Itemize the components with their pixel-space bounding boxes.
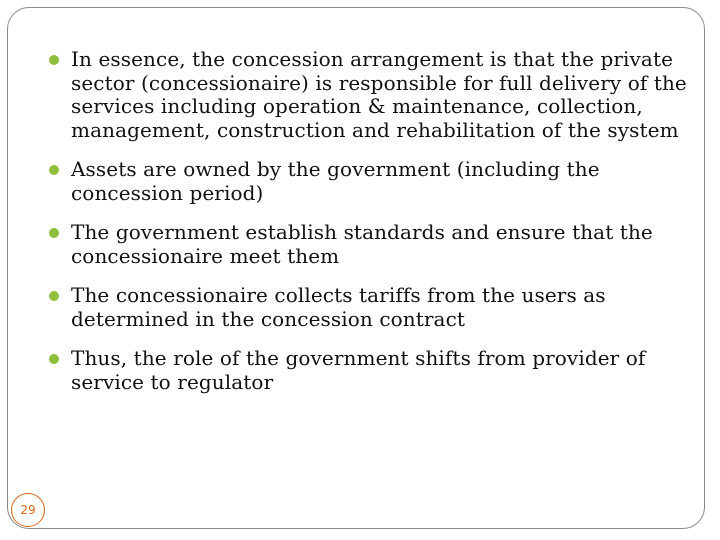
bullet-text: In essence, the concession arrangement is that the private sector (concessionaire) is responsible for full delivery of the services including operation & maintenance, collection, management, construction and rehabilitation of the system <box>71 47 687 142</box>
bullet-item <box>49 158 689 205</box>
bullet-item <box>49 347 689 394</box>
round-bullet-icon <box>49 291 59 301</box>
page-number: 29 <box>11 493 45 527</box>
bullet-text: Thus, the role of the government shifts from provider of service to regulator <box>71 346 646 394</box>
bullet-item <box>49 284 689 331</box>
round-bullet-icon <box>49 165 59 175</box>
round-bullet-icon <box>49 55 59 65</box>
bullet-list <box>49 48 689 410</box>
bullet-item <box>49 221 689 268</box>
bullet-text: The concessionaire collects tariffs from the users as determined in the concession contract <box>71 283 606 331</box>
bullet-text: Assets are owned by the government (including the concession period) <box>71 157 600 205</box>
round-bullet-icon <box>49 354 59 364</box>
bullet-item <box>49 48 689 142</box>
bullet-text: The government establish standards and ensure that the concessionaire meet them <box>71 220 653 268</box>
round-bullet-icon <box>49 228 59 238</box>
